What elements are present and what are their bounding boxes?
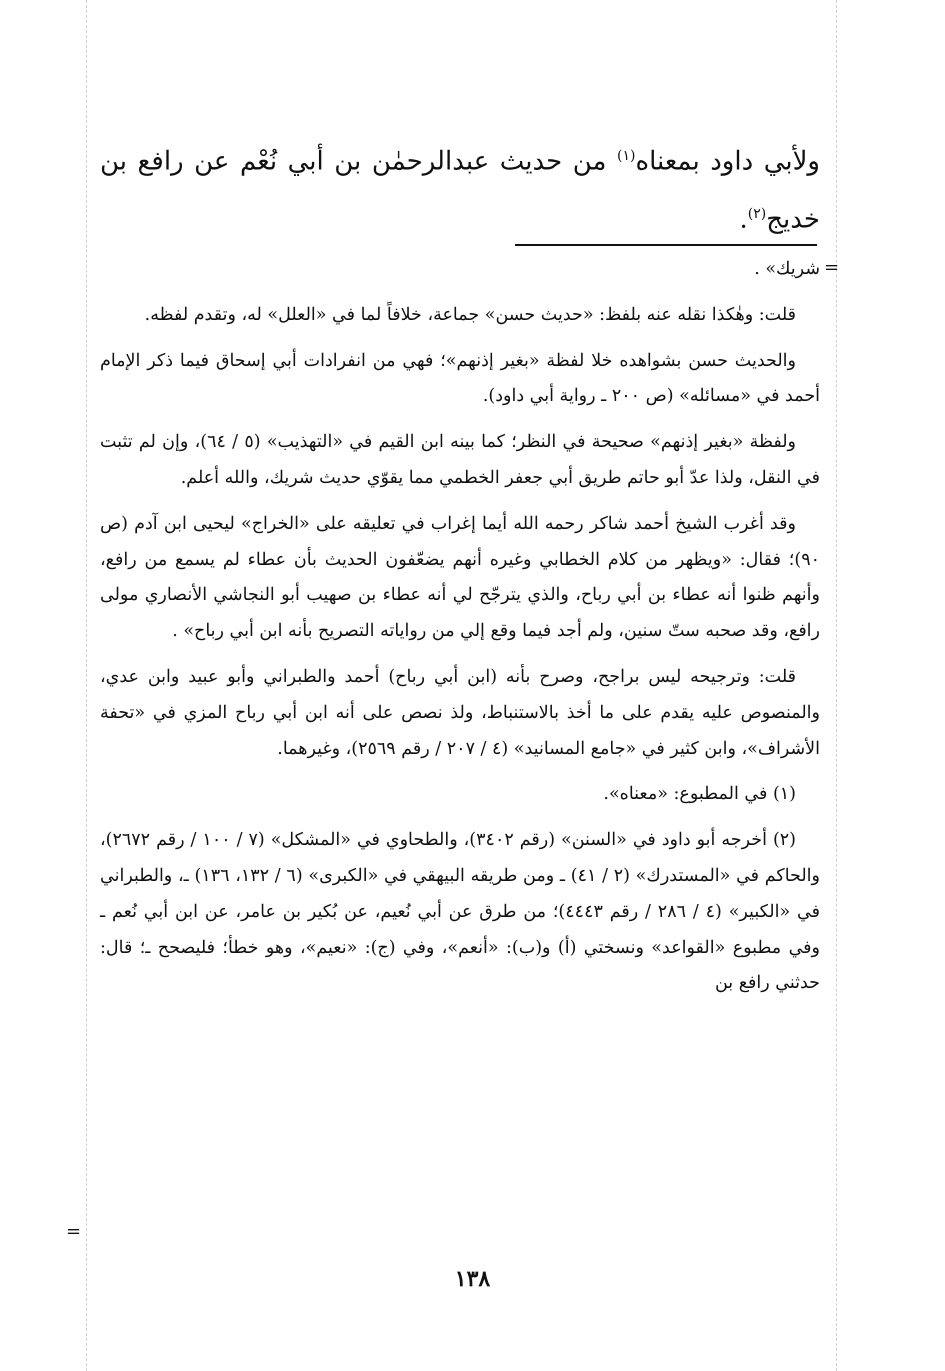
footnote-ref-1[interactable]: (١) xyxy=(617,148,636,164)
footnote-text: أخرجه أبو داود في «السنن» (رقم ٣٤٠٢)، والطحاوي في «المشكل» (٧ / ١٠٠ / رقم ٢٦٧٢)، والحاكم في «المستدرك» (٢ / ٤١) ـ ومن طريقه البيهقي في «الكبرى» (٦ / ١٣٢، ١٣٦) ـ، والطبراني في «الكبير» (٤ / ٢٨٦ / رقم ٤٤٤٣)؛ من طرق عن أبي نُعيم، عن بُكير بن عامر، عن ابن أبي نُعم ـ وفي مطبوع «القواعد» ونسختي (أ) و(ب): «أنعم»، وفي (ج): «نعيم»، وهو خطأ؛ فليصحح ـ؛ قال: حدثني رافع بن xyxy=(100,830,820,994)
commentary-paragraph: ولفظة «بغير إذنهم» صحيحة في النظر؛ كما بينه ابن القيم في «التهذيب» (٥ / ٦٤)، وإن لم تثبت في النقل، ولذا عدّ أبو حاتم طريق أبي جعفر الخطمي مما يقوّي حديث شريك، والله أعلم. xyxy=(100,432,820,488)
footnote-2 xyxy=(100,823,820,1002)
continuation-mark-top: = xyxy=(824,257,840,278)
footnote-1 xyxy=(100,777,820,813)
main-text xyxy=(100,130,820,245)
main-text-part: ولأبي داود بمعناه xyxy=(635,146,820,177)
commentary-paragraph: قلت: وترجيحه ليس براجح، وصرح بأنه (ابن أبي رباح) أحمد والطبراني وأبو عبيد وابن عدي، والمنصوص عليه يقدم على ما أخذ بالاستنباط، ولذ نصص على أنه ابن أبي رباح المزي في «تحفة الأشراف»، وابن كثير في «جامع المسانيد» (٤ / ٢٠٧ / رقم ٢٥٦٩)، وغيرهما. xyxy=(100,666,820,759)
margin-guide-line xyxy=(836,0,837,1371)
main-text-part: من حديث عبدالرحمٰن بن أبي نُعْم عن رافع بن خديج xyxy=(100,146,820,235)
footnote-text: في المطبوع: «معناه». xyxy=(603,784,768,805)
footnote-ref-2[interactable]: (٢) xyxy=(747,205,767,222)
margin-guide-line xyxy=(86,0,87,1371)
continuation-mark-bottom: = xyxy=(66,1221,82,1242)
commentary-paragraph: والحديث حسن بشواهده خلا لفظة «بغير إذنهم»؛ فهي من انفرادات أبي إسحاق فيما ذكر الإمام أحمد في «مسائله» (ص ٢٠٠ ـ رواية أبي داود). xyxy=(100,350,820,407)
main-paragraph xyxy=(100,130,820,245)
continued-footnote-text: شريك» . xyxy=(754,259,820,279)
main-text-end: . xyxy=(739,204,748,235)
footnotes-block xyxy=(100,252,820,1002)
commentary-paragraph: قلت: وهٰكذا نقله عنه بلفظ: «حديث حسن» جماعة، خلافاً لما في «العلل» له، وتقدم لفظه. xyxy=(144,304,796,325)
footnote-mark: (٢) xyxy=(772,830,796,851)
commentary-paragraph: وقد أغرب الشيخ أحمد شاكر رحمه الله أيما إغراب في تعليقه على «الخراج» ليحيى ابن آدم (ص ٩٠)؛ فقال: «ويظهر من كلام الخطابي وغيره أنهم يضعّفون الحديث بأن عطاء لم يسمع من رافع، وأنهم ظنوا أنه عطاء بن أبي رباح، والذي يترجّح لي أنه عطاء بن صهيب أبو النجاشي الأنصاري مولى رافع، وقد صحبه ستّ سنين، ولم أجد فيما وقع إلي من رواياته التصريح بأنه ابن أبي رباح» . xyxy=(100,513,820,642)
footnote-mark: (١) xyxy=(772,784,796,805)
footnote-separator xyxy=(515,244,817,246)
page-number: ١٣٨ xyxy=(454,1266,491,1292)
